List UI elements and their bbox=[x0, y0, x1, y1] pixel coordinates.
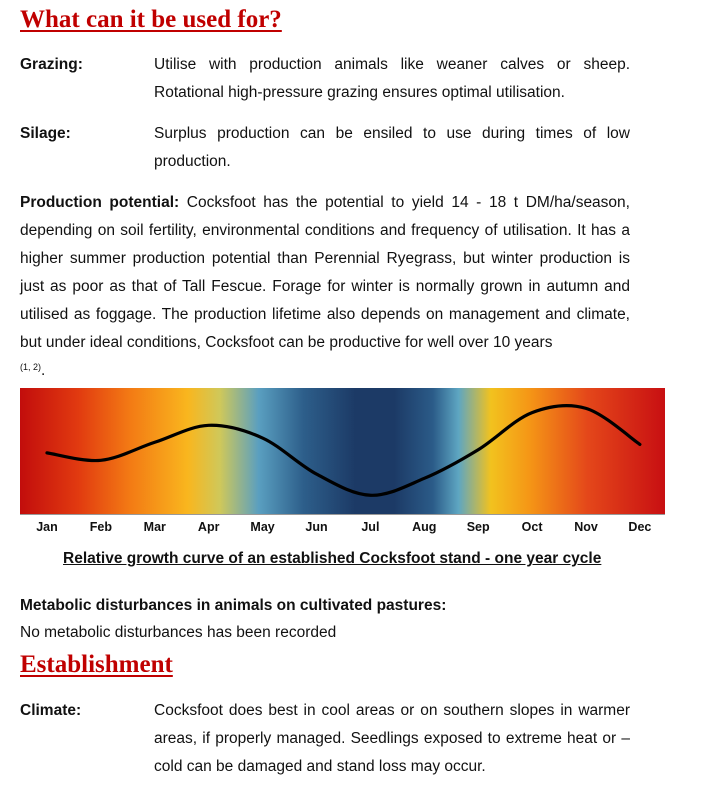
x-tick-label: Dec bbox=[628, 520, 652, 534]
growth-chart bbox=[20, 388, 665, 514]
x-tick-label: Mar bbox=[143, 520, 166, 534]
metabolic-text: No metabolic disturbances has been recorded bbox=[20, 624, 337, 641]
chart-caption: Relative growth curve of an established Cocksfoot stand - one year cycle bbox=[63, 550, 602, 567]
production-label: Production potential: bbox=[20, 194, 180, 211]
uses-heading: What can it be used for? bbox=[20, 6, 282, 33]
growth-curve-line bbox=[47, 406, 640, 496]
establishment-description: Cocksfoot does best in cool areas or on southern slopes in warmer areas, if properly managed. Seedlings exposed to extreme heat or – cold can be damaged and stand loss may occur. bbox=[154, 702, 630, 775]
use-row-grazing bbox=[20, 51, 630, 107]
x-tick-label: Feb bbox=[89, 520, 113, 534]
use-description: Surplus production can be ensiled to use during times of low production. bbox=[154, 125, 630, 170]
use-description: Utilise with production animals like weaner calves or sheep. Rotational high-pressure grazing ensures optimal utilisation. bbox=[154, 56, 630, 101]
x-axis-ticks bbox=[20, 520, 665, 538]
production-text: Cocksfoot has the potential to yield 14 - 18 t DM/ha/season, depending on soil fertility, environmental conditions and frequency of utilisation. It has a higher summer production potential than Perennial Ryegrass, but winter production is just as poor as that of Tall Fescue. Forage for winter is normally grown in autumn and utilised as foggage. The production lifetime also depends on management and climate, but under ideal conditions, Cocksfoot can be productive for well over 10 years bbox=[20, 194, 630, 351]
x-tick-label: Jan bbox=[36, 520, 58, 534]
production-paragraph bbox=[20, 189, 630, 385]
x-tick-label: Sep bbox=[466, 520, 490, 534]
x-axis-line bbox=[20, 514, 665, 515]
establishment-term: Climate: bbox=[20, 702, 82, 719]
metabolic-title: Metabolic disturbances in animals on cultivated pastures: bbox=[20, 597, 447, 614]
chart-plot bbox=[20, 388, 665, 514]
use-term: Silage: bbox=[20, 125, 71, 142]
production-end: . bbox=[41, 362, 46, 379]
establishment-row-climate bbox=[20, 697, 630, 781]
x-tick-label: Jun bbox=[305, 520, 328, 534]
use-row-silage bbox=[20, 120, 630, 176]
citation: (1, 2) bbox=[20, 362, 42, 372]
x-tick-label: Aug bbox=[412, 520, 437, 534]
x-tick-label: Jul bbox=[361, 520, 380, 534]
x-tick-label: May bbox=[250, 520, 275, 534]
x-tick-label: Nov bbox=[574, 520, 598, 534]
establishment-heading: Establishment bbox=[20, 651, 173, 678]
use-term: Grazing: bbox=[20, 56, 83, 73]
x-tick-label: Oct bbox=[521, 520, 543, 534]
x-tick-label: Apr bbox=[197, 520, 220, 534]
